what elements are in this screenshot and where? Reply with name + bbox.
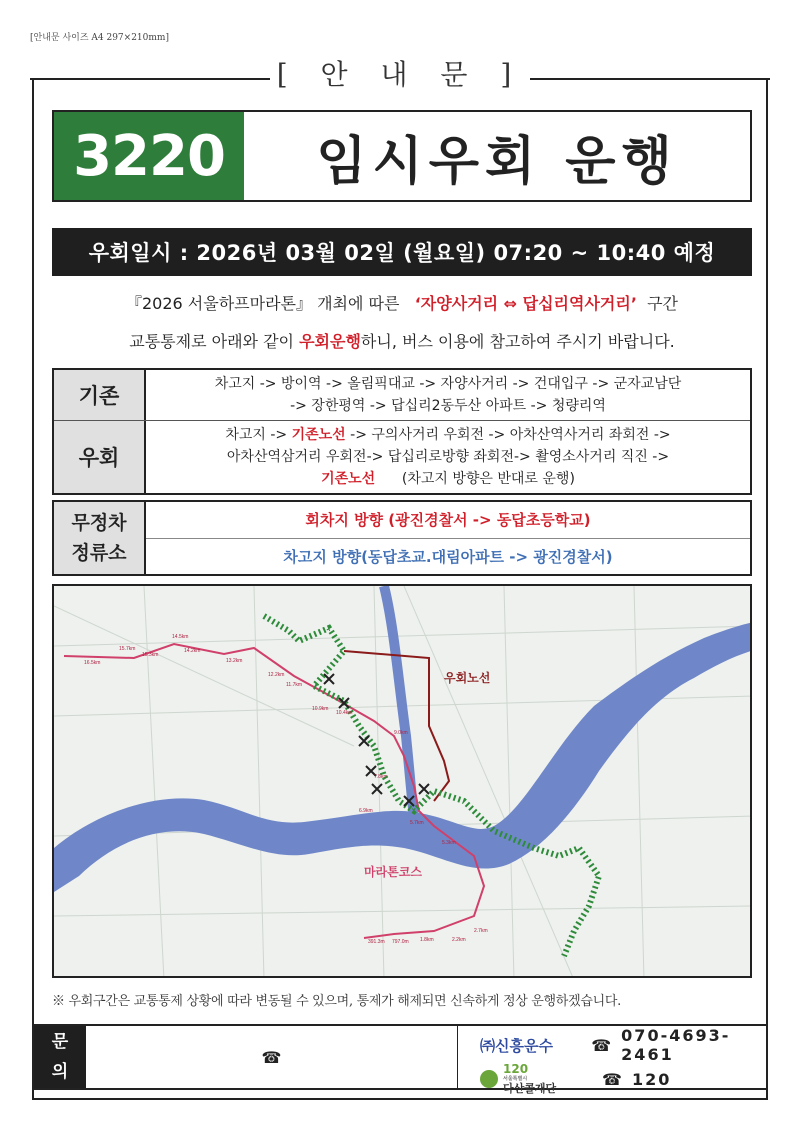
distance-label: 7.8km bbox=[374, 774, 388, 780]
contact-label-2: 의 bbox=[51, 1062, 69, 1082]
contact-label bbox=[34, 1026, 86, 1088]
no-stop-label bbox=[54, 502, 146, 574]
street-grid bbox=[54, 586, 752, 978]
phone-icon: ☎ bbox=[86, 1026, 458, 1088]
no-stop-inbound: 차고지 방향(동답초교.대림아파트 -> 광진경찰서) bbox=[283, 547, 613, 566]
no-stop-body bbox=[146, 502, 750, 574]
route-map-svg bbox=[54, 586, 752, 978]
distance-label: 11.7km bbox=[286, 682, 303, 688]
size-note: [안내문 사이즈 A4 297×210mm] bbox=[30, 33, 169, 43]
existing-route-line-1: 차고지 -> 방이역 -> 올림픽대교 -> 자양사거리 -> 건대입구 -> 군자교남단 bbox=[214, 376, 682, 392]
distance-label: 15.7km bbox=[119, 646, 136, 652]
distance-label: 5.7km bbox=[410, 820, 424, 826]
detour-route-row bbox=[54, 421, 750, 493]
contact-label-1: 문 bbox=[51, 1032, 69, 1052]
distance-label: 12.2km bbox=[268, 672, 285, 678]
foundation-contact bbox=[458, 1064, 766, 1094]
foundation-logo-icon bbox=[480, 1070, 498, 1088]
no-stop-outbound: 회차지 방향 (광진경찰서 -> 동답초등학교) bbox=[146, 502, 750, 539]
existing-route-ref: 기존노선 bbox=[321, 471, 376, 487]
marathon-course-label: 마라톤코스 bbox=[364, 865, 422, 879]
company-contact bbox=[458, 1026, 766, 1064]
existing-route-row bbox=[54, 370, 750, 421]
detour-section: ‘자양사거리 ⇔ 답십리역사거리’ bbox=[414, 294, 637, 313]
distance-label: 797.0m bbox=[392, 939, 409, 945]
no-stop-label-2: 정류소 bbox=[71, 542, 127, 564]
phone-icon: ☎ bbox=[591, 1035, 614, 1055]
company-name: ㈜신흥운수 bbox=[480, 1036, 553, 1055]
notice-line-1 bbox=[52, 292, 752, 316]
distance-label: 10.4km bbox=[336, 710, 353, 716]
existing-route-body bbox=[146, 370, 750, 420]
detour-text: 차고지 -> bbox=[225, 427, 288, 443]
distance-label: 10.9km bbox=[312, 706, 329, 712]
heading-text: [ 안 내 문 ] bbox=[276, 58, 524, 91]
distance-label: 391.3m bbox=[368, 939, 385, 945]
distance-label: 16.5km bbox=[84, 660, 101, 666]
distance-label: 14.5km bbox=[172, 634, 189, 640]
notice-text: 교통통제로 아래와 같이 bbox=[129, 332, 294, 351]
no-stop-table bbox=[52, 500, 752, 576]
distance-labels bbox=[84, 634, 491, 945]
distance-label: 1.8km bbox=[420, 937, 434, 943]
section-suffix: 구간 bbox=[647, 294, 678, 313]
detour-route-line-2: 아차산역삼거리 우회전-> 답십리로방향 좌회전-> 촬영소사거리 직진 -> bbox=[226, 449, 670, 465]
existing-route-line-2: -> 장한평역 -> 답십리2동두산 아파트 -> 청량리역 bbox=[290, 398, 606, 414]
han-river bbox=[54, 622, 752, 892]
distance-label: 2.2km bbox=[452, 937, 466, 943]
notice-text-end: 하니, 버스 이용에 참고하여 주시기 바랍니다. bbox=[360, 332, 675, 351]
contact-box bbox=[32, 1024, 768, 1095]
distance-label: 6.9km bbox=[359, 808, 373, 814]
distance-label: 13.2km bbox=[226, 658, 243, 664]
foundation-logo bbox=[480, 1064, 602, 1094]
detour-route-line-1 bbox=[152, 424, 744, 446]
company-phone-group bbox=[591, 1026, 766, 1064]
distance-label: 2.7km bbox=[474, 928, 488, 934]
detour-route-line-3 bbox=[152, 468, 744, 490]
route-table bbox=[52, 368, 752, 495]
distance-label: 14.2km bbox=[184, 648, 201, 654]
detour-word: 우회운행 bbox=[299, 332, 361, 351]
detour-route-body bbox=[146, 421, 750, 493]
event-name: 『2026 서울하프마라톤』 개최에 따른 bbox=[126, 294, 400, 313]
foundation-number: 120 bbox=[503, 1062, 529, 1076]
foundation-phone[interactable]: 120 bbox=[631, 1069, 672, 1089]
phone-icon: ☎ bbox=[602, 1069, 624, 1089]
distance-label: 9.0km bbox=[394, 730, 408, 736]
footnote: ※ 우회구간은 교통통제 상황에 따라 변동될 수 있으며, 통제가 해제되면 신속하게 정상 운행하겠습니다. bbox=[52, 994, 621, 1009]
detour-date: 우회일시 : 2026년 03월 02일 (월요일) 07:20 ~ 10:40 예정 bbox=[52, 228, 752, 276]
no-stop-label-1: 무정차 bbox=[71, 512, 127, 534]
distance-label: 5.3km bbox=[442, 840, 456, 846]
distance-label: 15.3km bbox=[142, 652, 159, 658]
detour-text: (차고지 방향은 반대로 운행) bbox=[401, 471, 575, 487]
title-box bbox=[52, 110, 752, 202]
foundation-text bbox=[503, 1064, 556, 1094]
foundation-phone-group bbox=[602, 1070, 671, 1089]
existing-route-ref: 기존노선 bbox=[291, 427, 346, 443]
contact-info bbox=[458, 1026, 766, 1095]
detour-text: -> 구의사거리 우회전 -> 아차산역사거리 좌회전 -> bbox=[350, 427, 671, 443]
existing-route-label: 기존 bbox=[54, 370, 146, 420]
foundation-name: 다산콜재단 bbox=[503, 1082, 557, 1095]
route-number: 3220 bbox=[54, 112, 244, 200]
notice-line-2 bbox=[52, 330, 752, 354]
tributary bbox=[384, 586, 414, 818]
company-phone[interactable]: 070-4693-2461 bbox=[621, 1026, 731, 1064]
detour-route-label: 우회 bbox=[54, 421, 146, 493]
route-map bbox=[52, 584, 752, 978]
page-title: 임시우회 운행 bbox=[316, 131, 678, 192]
foundation-city: 서울특별시 bbox=[503, 1076, 528, 1082]
detour-route-label: 우회노선 bbox=[444, 671, 491, 685]
